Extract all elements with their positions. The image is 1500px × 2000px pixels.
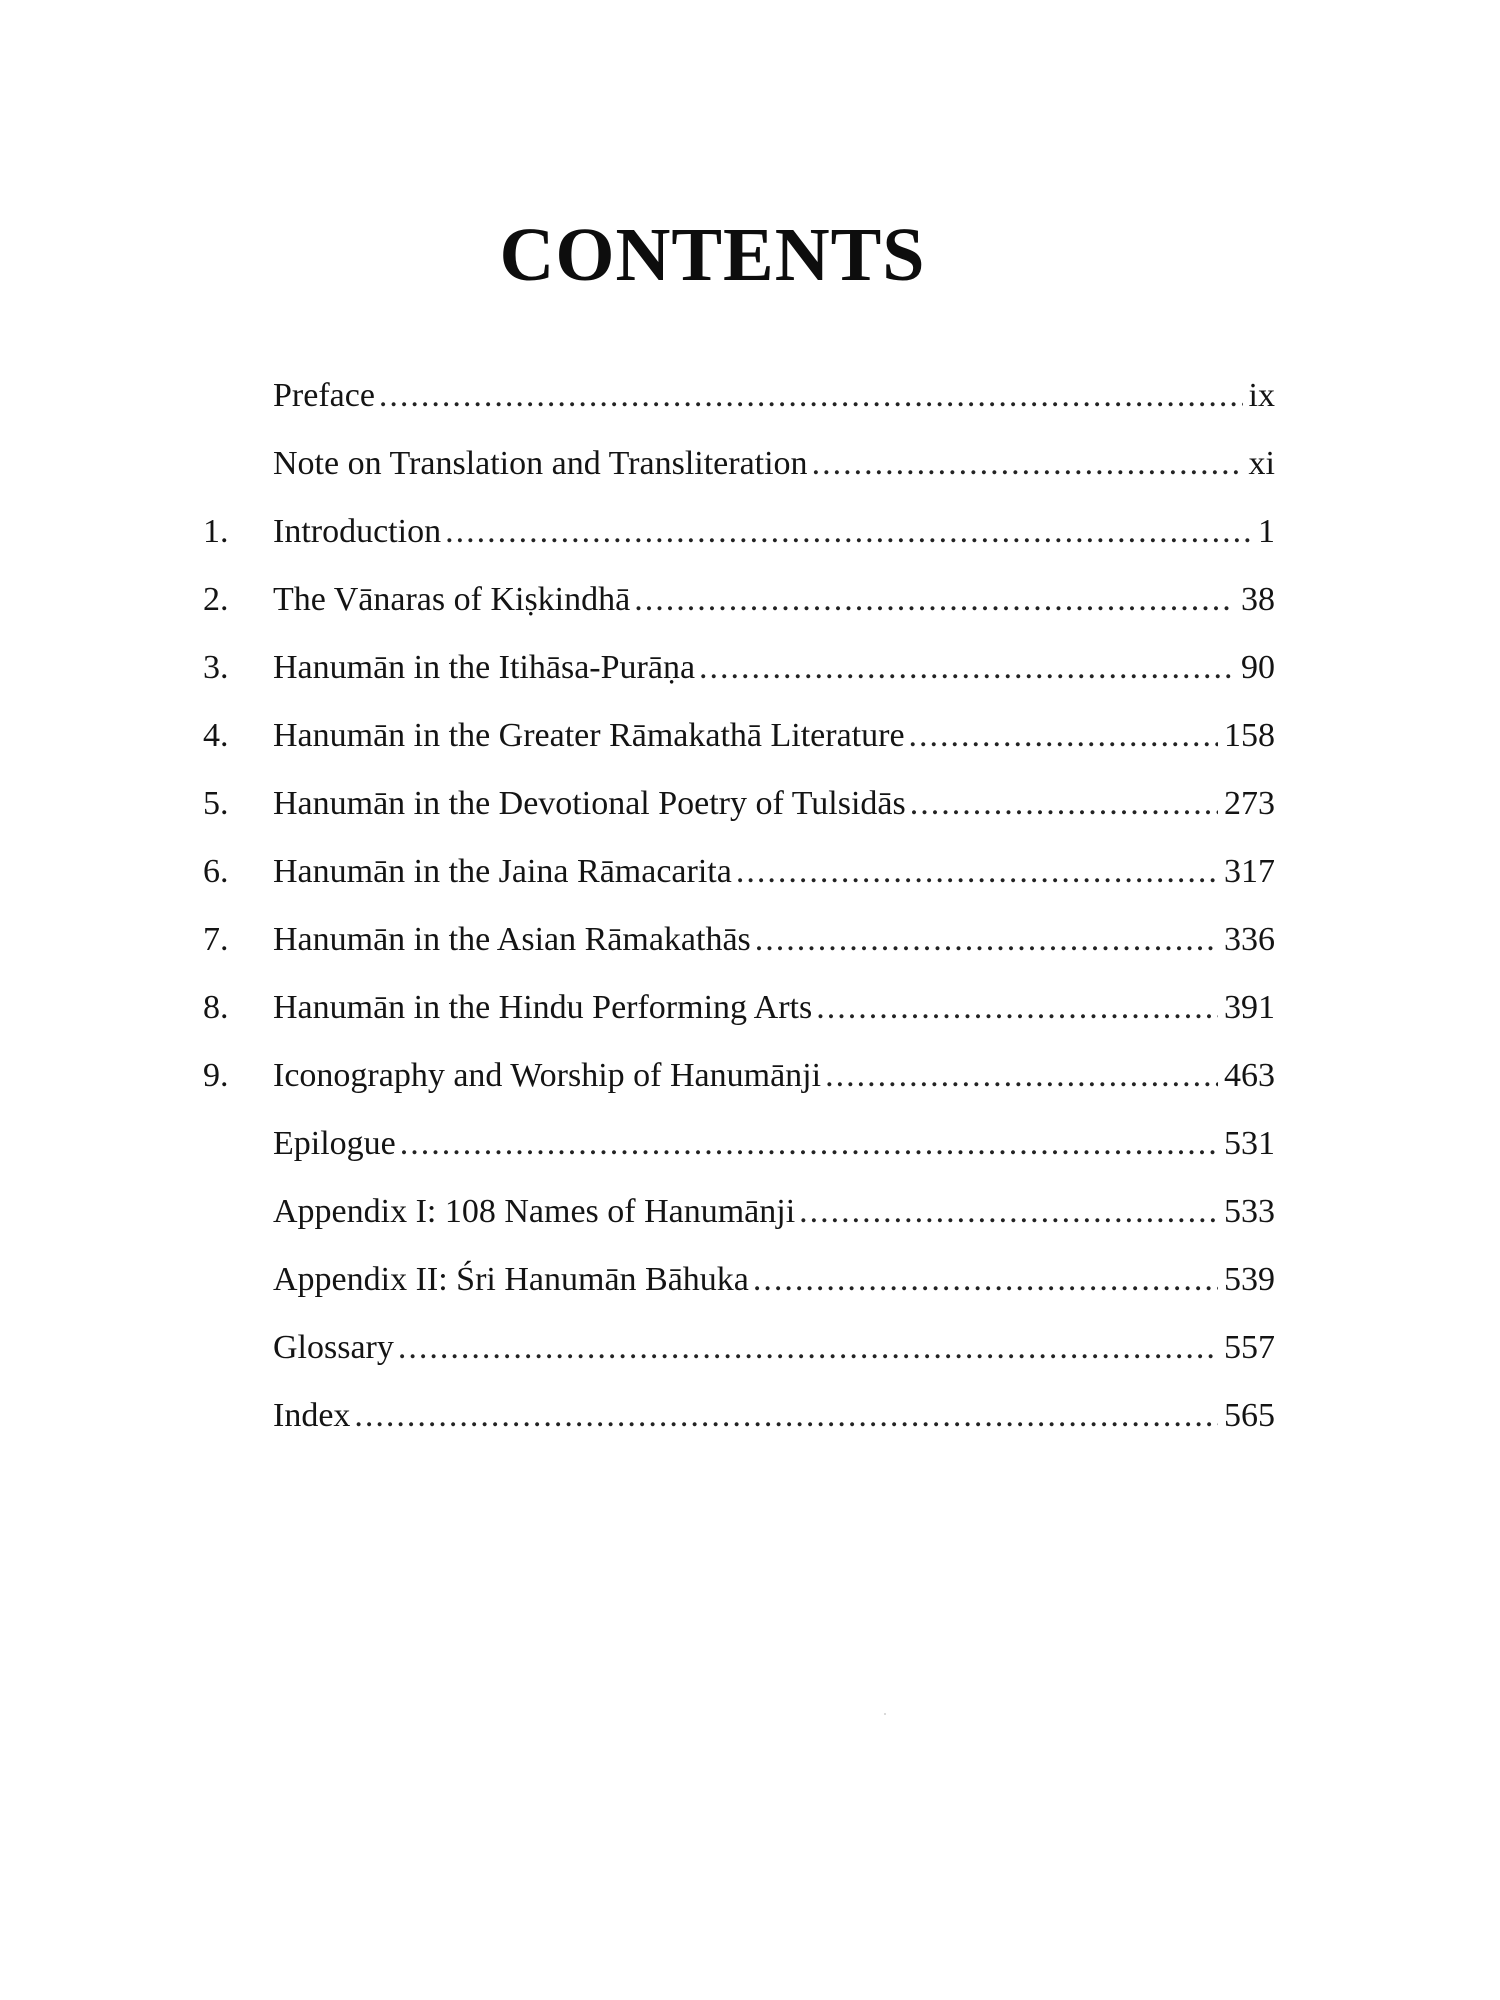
toc-entry-title: Preface (273, 377, 375, 414)
toc-entry-page: 463 (1224, 1057, 1275, 1094)
toc-entry-title: Appendix II: Śri Hanumān Bāhuka (273, 1261, 749, 1298)
toc-entry-page: xi (1248, 445, 1275, 482)
dot-leader (736, 850, 1218, 894)
toc-entry-page: 565 (1224, 1397, 1275, 1434)
toc-entry-chapter-5 (0, 770, 1500, 838)
toc-entry-page: 531 (1224, 1125, 1275, 1162)
dot-leader (398, 1326, 1218, 1370)
toc-entry-title: Hanumān in the Jaina Rāmacarita (273, 853, 732, 890)
toc-entry-appendix-1 (0, 1178, 1500, 1246)
dot-leader (909, 714, 1218, 758)
toc-entry-title: Hanumān in the Asian Rāmakathās (273, 921, 751, 958)
toc-entry-page: 557 (1224, 1329, 1275, 1366)
dot-leader (825, 1054, 1218, 1098)
toc-entry-page: 90 (1241, 649, 1275, 686)
toc-entry-preface (0, 362, 1500, 430)
toc-entry-number: 4. (203, 717, 229, 754)
toc-entry-index (0, 1382, 1500, 1450)
dot-leader (699, 646, 1235, 690)
toc-entry-page: 38 (1241, 581, 1275, 618)
toc-entry-title: Note on Translation and Transliteration (273, 445, 808, 482)
toc-entry-chapter-4 (0, 702, 1500, 770)
toc-entry-chapter-6 (0, 838, 1500, 906)
dot-leader (910, 782, 1218, 826)
dot-leader (799, 1190, 1218, 1234)
toc-entry-page: 533 (1224, 1193, 1275, 1230)
toc-entry-page: 273 (1224, 785, 1275, 822)
toc-entry-title: Hanumān in the Itihāsa-Purāṇa (273, 649, 696, 686)
dot-leader (354, 1394, 1218, 1438)
dot-leader (634, 578, 1235, 622)
dot-leader (400, 1122, 1218, 1166)
toc-entry-number: 9. (203, 1057, 229, 1094)
dot-leader (816, 986, 1218, 1030)
toc-entry-title: Hanumān in the Greater Rāmakathā Literature (273, 717, 905, 754)
dot-leader (755, 918, 1218, 962)
toc-entry-page: 539 (1224, 1261, 1275, 1298)
paper-speck (884, 1713, 886, 1715)
toc-entry-title: Glossary (273, 1329, 394, 1366)
toc-entry-page: 317 (1224, 853, 1275, 890)
toc-entry-chapter-3 (0, 634, 1500, 702)
toc-entry-title: Index (273, 1397, 351, 1434)
toc-entry-page: 158 (1224, 717, 1275, 754)
table-of-contents (0, 362, 1500, 1450)
toc-entry-chapter-7 (0, 906, 1500, 974)
toc-entry-page: ix (1248, 377, 1275, 414)
toc-entry-chapter-8 (0, 974, 1500, 1042)
toc-entry-page: 1 (1258, 513, 1275, 550)
toc-entry-page: 336 (1224, 921, 1275, 958)
toc-entry-number: 7. (203, 921, 229, 958)
toc-entry-title: Hanumān in the Hindu Performing Arts (273, 989, 813, 1026)
toc-entry-page: 391 (1224, 989, 1275, 1026)
toc-entry-note-on-translation (0, 430, 1500, 498)
toc-entry-number: 3. (203, 649, 229, 686)
dot-leader (379, 374, 1243, 418)
toc-entry-chapter-1 (0, 498, 1500, 566)
toc-entry-glossary (0, 1314, 1500, 1382)
toc-entry-title: Epilogue (273, 1125, 396, 1162)
toc-entry-chapter-9 (0, 1042, 1500, 1110)
toc-entry-appendix-2 (0, 1246, 1500, 1314)
toc-entry-number: 8. (203, 989, 229, 1026)
dot-leader (812, 442, 1243, 486)
toc-entry-title: Introduction (273, 513, 442, 550)
toc-entry-number: 6. (203, 853, 229, 890)
toc-entry-number: 2. (203, 581, 229, 618)
toc-entry-epilogue (0, 1110, 1500, 1178)
toc-entry-title: The Vānaras of Kiṣkindhā (273, 581, 631, 618)
toc-entry-number: 5. (203, 785, 229, 822)
toc-entry-number: 1. (203, 513, 229, 550)
toc-entry-title: Hanumān in the Devotional Poetry of Tulsidās (273, 785, 906, 822)
dot-leader (753, 1258, 1218, 1302)
page-title: CONTENTS (499, 213, 926, 297)
toc-entry-title: Appendix I: 108 Names of Hanumānji (273, 1193, 796, 1230)
toc-entry-chapter-2 (0, 566, 1500, 634)
toc-entry-title: Iconography and Worship of Hanumānji (273, 1057, 822, 1094)
dot-leader (445, 510, 1252, 554)
